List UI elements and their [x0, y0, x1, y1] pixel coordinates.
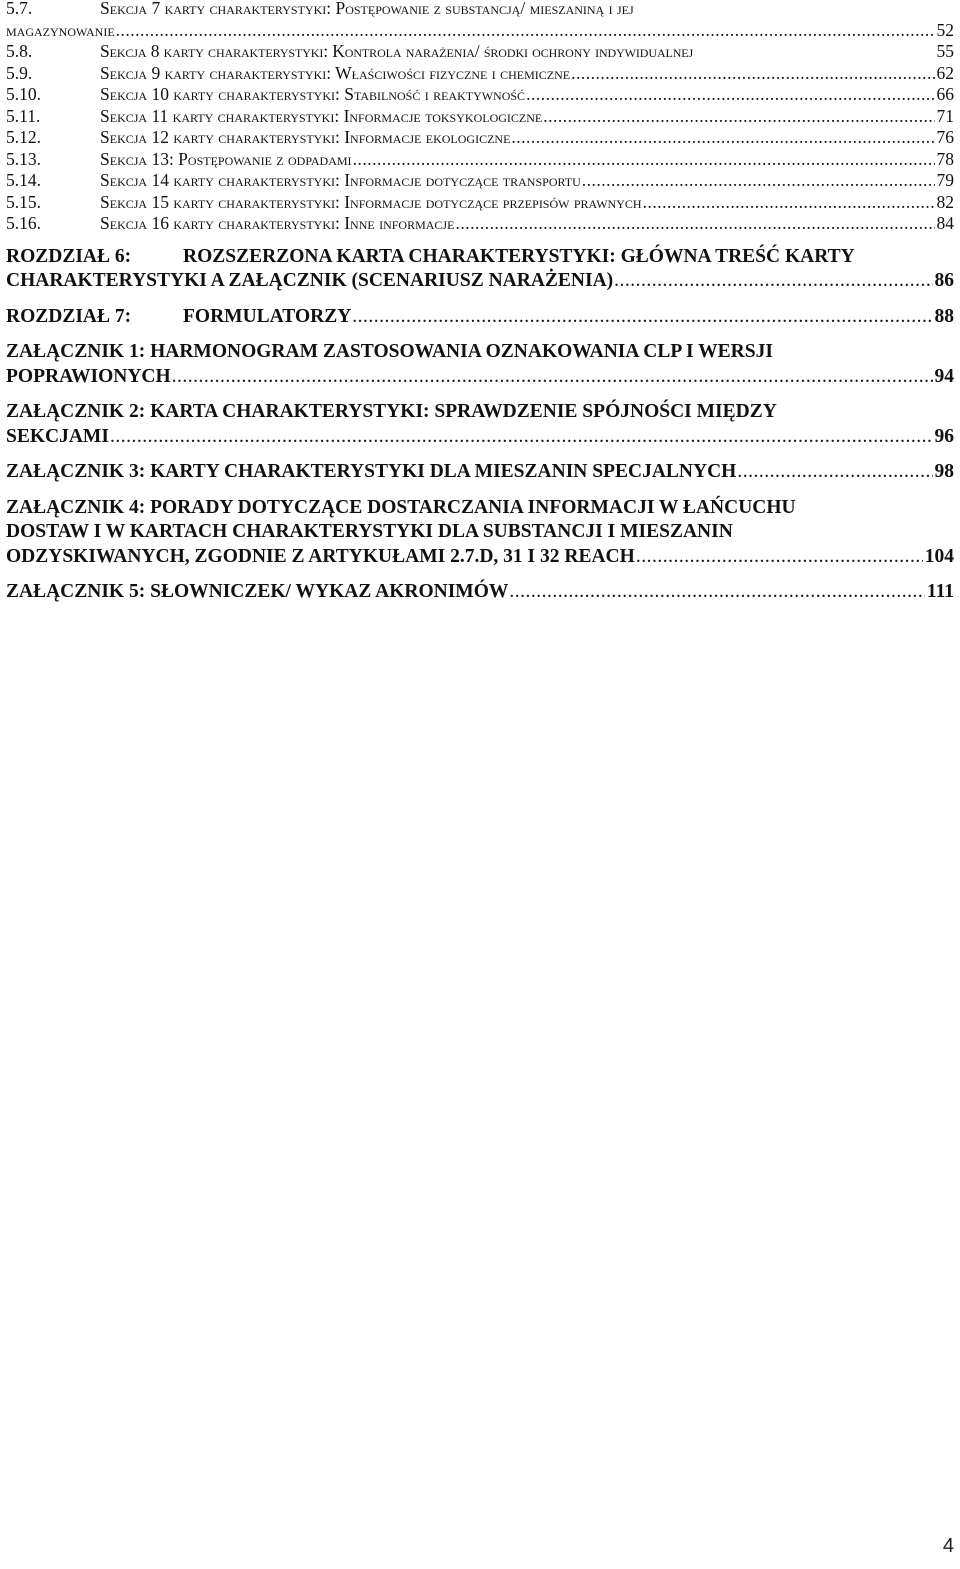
toc-chapter-title: ZAŁĄCZNIK 3: KARTY CHARAKTERYSTYKI DLA MIESZANIN SPECJALNYCH: [6, 461, 737, 482]
toc-chapter-page: 88: [934, 305, 954, 327]
dot-leader: [353, 149, 935, 171]
dot-leader: [737, 460, 932, 485]
toc-chapter-page: 98: [934, 461, 954, 482]
toc-entry-5-12[interactable]: [6, 127, 954, 149]
toc-chapter-title-continued: ODZYSKIWANYCH, ZGODNIE Z ARTYKUŁAMI 2.7.D, 31 I 32 REACH: [6, 545, 635, 567]
toc-chapter-title: ZAŁĄCZNIK 1: HARMONOGRAM ZASTOSOWANIA OZNAKOWANIA CLP I WERSJI: [6, 341, 773, 362]
toc-entry-number: 5.8.: [6, 41, 33, 61]
toc-entry-number: 5.15.: [6, 191, 41, 212]
toc-annex-2[interactable]: [6, 400, 954, 449]
dot-leader: [543, 106, 934, 128]
toc-entry-page: 84: [936, 213, 954, 233]
toc-entry-title: Sekcja 12 karty charakterystyki: Informacje ekologiczne: [100, 127, 511, 147]
dot-leader: [643, 192, 935, 214]
toc-entry-number: 5.13.: [6, 148, 41, 169]
toc-entry-page: 79: [936, 170, 954, 190]
toc-entry-number: 5.16.: [6, 213, 41, 233]
dot-leader: [352, 305, 932, 330]
dot-leader: [172, 365, 933, 390]
toc-chapter-title: FORMULATORZY: [183, 305, 352, 327]
toc-entry-5-16[interactable]: [6, 213, 954, 235]
toc-entry-title: Sekcja 8 karty charakterystyki: Kontrola narażenia/ środki ochrony indywidualnej: [100, 41, 694, 61]
toc-entry-5-11[interactable]: [6, 106, 954, 128]
toc-entry-page: 82: [936, 191, 954, 212]
toc-entry-title: Sekcja 16 karty charakterystyki: Inne informacje: [100, 213, 455, 233]
toc-entry-number: 5.9.: [6, 62, 33, 83]
toc-annex-4[interactable]: [6, 496, 954, 570]
dot-leader: [116, 20, 935, 42]
toc-entry-number: 5.14.: [6, 170, 41, 190]
dot-leader: [511, 127, 934, 149]
dot-leader: [614, 269, 932, 294]
toc-entry-page: 55: [936, 41, 954, 61]
toc-annex-1[interactable]: [6, 340, 954, 389]
toc-entry-page: 62: [936, 62, 954, 83]
dot-leader: [582, 170, 935, 192]
toc-entry-5-13[interactable]: [6, 149, 954, 171]
toc-entry-5-9[interactable]: [6, 63, 954, 85]
toc-chapter-page: 111: [926, 581, 954, 602]
toc-chapter-label: ROZDZIAŁ 7:: [6, 305, 132, 327]
page-number: 4: [942, 1535, 954, 1557]
toc-entry-page: 76: [936, 127, 954, 147]
toc-chapter-6[interactable]: [6, 245, 954, 294]
toc-entry-title: Sekcja 7 karty charakterystyki: Postępowanie z substancją/ mieszaniną i jej: [100, 0, 634, 18]
table-of-contents: [6, 0, 954, 605]
toc-entry-5-8[interactable]: [6, 41, 954, 63]
toc-chapter-7[interactable]: [6, 305, 954, 330]
toc-entry-title: Sekcja 11 karty charakterystyki: Informacje toksykologiczne: [100, 105, 543, 126]
toc-entry-page: 78: [936, 148, 954, 169]
toc-entry-title: Sekcja 13: Postępowanie z odpadami: [100, 148, 352, 169]
toc-annex-5[interactable]: [6, 580, 954, 605]
toc-entry-5-7[interactable]: [6, 0, 954, 41]
toc-entry-page: 71: [936, 105, 954, 126]
dot-leader: [110, 425, 933, 450]
dot-leader: [571, 63, 934, 85]
toc-entry-number: 5.12.: [6, 127, 41, 147]
toc-chapter-page: 86: [934, 270, 954, 291]
toc-chapter-title-continued: DOSTAW I W KARTACH CHARAKTERYSTYKI DLA SUBSTANCJI I MIESZANIN: [6, 521, 733, 542]
toc-entry-5-14[interactable]: [6, 170, 954, 192]
toc-entry-title-continued: magazynowanie: [6, 19, 115, 40]
dot-leader: [526, 84, 934, 106]
toc-annex-3[interactable]: [6, 460, 954, 485]
toc-chapter-title-continued: POPRAWIONYCH: [6, 365, 171, 387]
toc-entry-page: 52: [936, 19, 954, 40]
toc-entry-title: Sekcja 14 karty charakterystyki: Informacje dotyczące transportu: [100, 170, 581, 190]
dot-leader: [455, 213, 934, 235]
toc-chapter-title: ROZSZERZONA KARTA CHARAKTERYSTYKI: GŁÓWNA TREŚĆ KARTY: [183, 245, 855, 267]
dot-leader: [509, 580, 925, 605]
toc-chapter-page: 96: [934, 425, 954, 447]
toc-chapter-title: ZAŁĄCZNIK 2: KARTA CHARAKTERYSTYKI: SPRAWDZENIE SPÓJNOŚCI MIĘDZY: [6, 401, 777, 422]
toc-chapter-title-continued: SEKCJAMI: [6, 425, 109, 447]
toc-entry-5-10[interactable]: [6, 84, 954, 106]
toc-chapter-page: 94: [934, 365, 954, 387]
toc-chapter-label: ROZDZIAŁ 6:: [6, 245, 132, 267]
toc-chapter-title: ZAŁĄCZNIK 5: SŁOWNICZEK/ WYKAZ AKRONIMÓW: [6, 581, 509, 602]
toc-entry-title: Sekcja 10 karty charakterystyki: Stabilność i reaktywność: [100, 84, 526, 104]
toc-chapter-page: 104: [924, 545, 954, 567]
toc-entry-5-15[interactable]: [6, 192, 954, 214]
toc-entry-number: 5.7.: [6, 0, 33, 18]
toc-entry-title: Sekcja 15 karty charakterystyki: Informacje dotyczące przepisów prawnych: [100, 191, 642, 212]
toc-chapter-title-continued: CHARAKTERYSTYKI A ZAŁĄCZNIK (SCENARIUSZ NARAŻENIA): [6, 270, 614, 291]
toc-entry-title: Sekcja 9 karty charakterystyki: Właściwości fizyczne i chemiczne: [100, 62, 571, 83]
toc-entry-page: 66: [936, 84, 954, 104]
toc-entry-number: 5.11.: [6, 105, 41, 126]
toc-chapter-title: ZAŁĄCZNIK 4: PORADY DOTYCZĄCE DOSTARCZANIA INFORMACJI W ŁAŃCUCHU: [6, 496, 796, 518]
dot-leader: [636, 545, 923, 570]
toc-entry-number: 5.10.: [6, 84, 41, 104]
